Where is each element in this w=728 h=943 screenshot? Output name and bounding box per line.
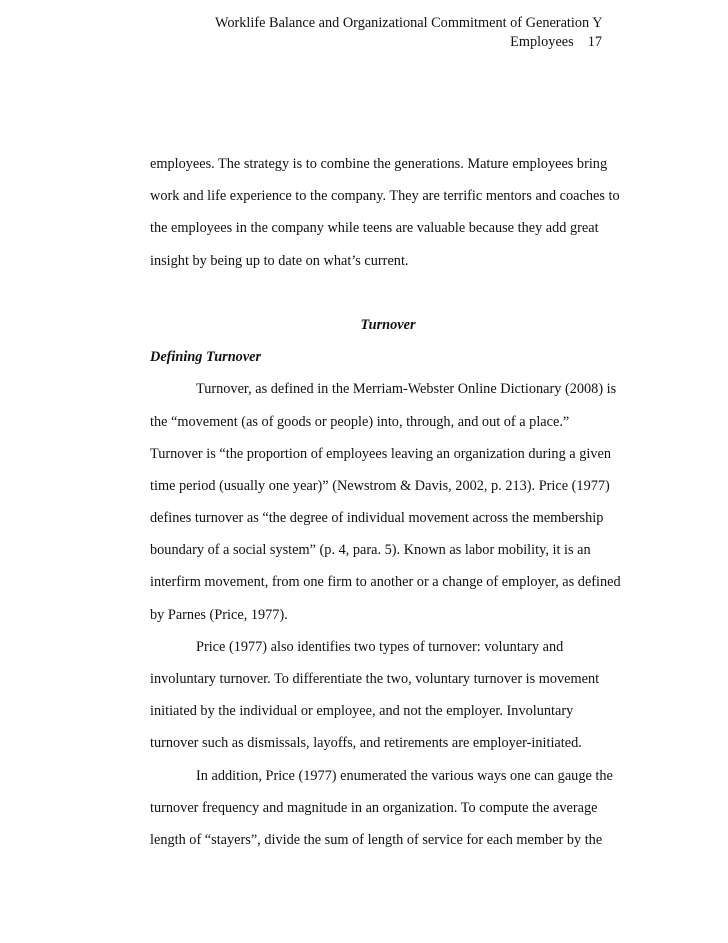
text-line: by Parnes (Price, 1977).	[150, 606, 288, 623]
text-line: Price (1977) also identifies two types of turnover: voluntary and	[196, 638, 564, 655]
running-head-title-end: Employees	[510, 34, 574, 50]
text-line: employees. The strategy is to combine the generations. Mature employees bring	[150, 156, 608, 172]
page-number: 17	[587, 34, 602, 50]
paragraph-generations	[150, 148, 626, 277]
spacer	[150, 277, 626, 309]
text-line: time period (usually one year)” (Newstrom & Davis, 2002, p. 213). Price (1977)	[150, 477, 610, 494]
text-line: turnover frequency and magnitude in an organization. To compute the average	[150, 799, 598, 816]
text-line: the employees in the company while teens are valuable because they add great	[150, 220, 599, 237]
running-head-title: Worklife Balance and Organizational Commitment of Generation Y	[215, 15, 603, 31]
text-line: involuntary turnover. To differentiate the two, voluntary turnover is movement	[150, 671, 600, 687]
text-line: work and life experience to the company. They are terrific mentors and coaches to	[150, 188, 620, 205]
paragraph-defining-turnover	[150, 373, 626, 631]
running-head	[215, 14, 605, 52]
text-line: defines turnover as “the degree of individual movement across the membership	[150, 510, 604, 527]
text-line: turnover such as dismissals, layoffs, and retirements are employer-initiated.	[150, 735, 582, 752]
text-line: boundary of a social system” (p. 4, para. 5). Known as labor mobility, it is an	[150, 542, 591, 559]
subsection-heading: Defining Turnover	[150, 349, 262, 366]
section-heading: Turnover	[360, 316, 416, 333]
text-line: Turnover is “the proportion of employees leaving an organization during a given	[150, 445, 611, 462]
paragraph-turnover-measures	[150, 760, 626, 857]
text-line: the “movement (as of goods or people) into, through, and out of a place.”	[150, 413, 570, 430]
running-head-continuation	[215, 33, 605, 52]
document-body	[150, 148, 626, 856]
text-line: length of “stayers”, divide the sum of length of service for each member by the	[150, 831, 603, 848]
text-line: Turnover, as defined in the Merriam-Webster Online Dictionary (2008) is	[196, 381, 617, 398]
paragraph-turnover-types	[150, 631, 626, 760]
text-line: interfirm movement, from one firm to another or a change of employer, as defined	[150, 574, 621, 591]
text-line: In addition, Price (1977) enumerated the various ways one can gauge the	[196, 767, 613, 784]
text-line: insight by being up to date on what’s current.	[150, 252, 409, 269]
text-line: initiated by the individual or employee, and not the employer. Involuntary	[150, 703, 574, 720]
